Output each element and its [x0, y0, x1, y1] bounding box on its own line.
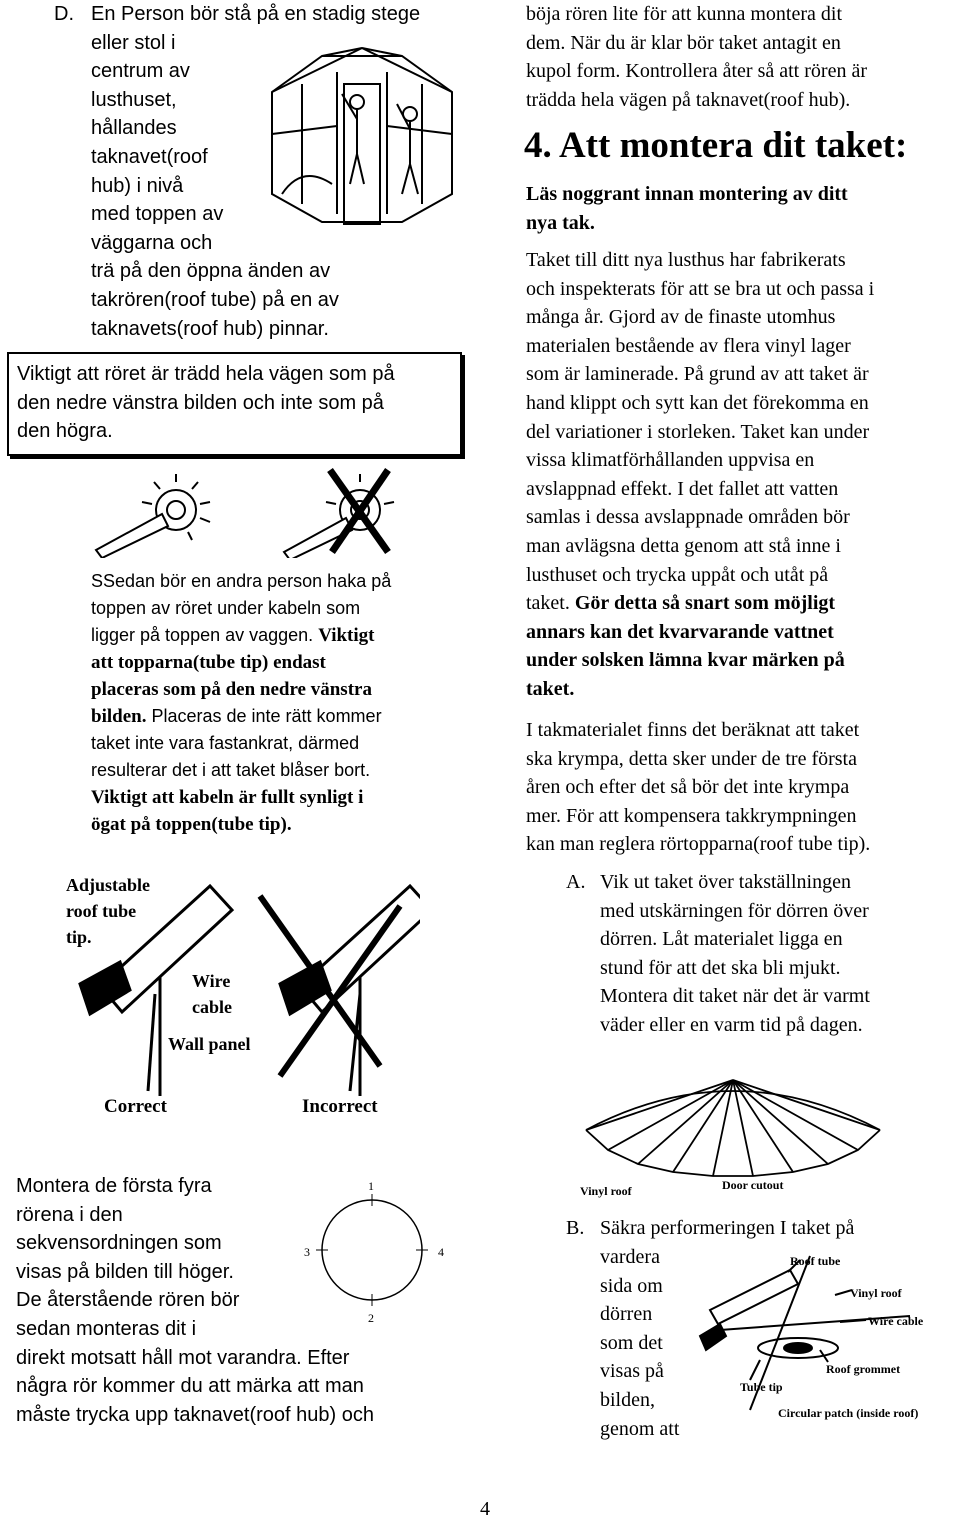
- note-line: Viktigt att röret är trädd hela vägen som på: [17, 363, 395, 385]
- text-line: taket inte vara fastankrat, därmed: [91, 733, 360, 753]
- text-line: genom att: [600, 1417, 680, 1440]
- text-line: mer. För att kompensera takkrympningen: [526, 804, 857, 827]
- text-line: ska krympa, detta sker under de tre första: [526, 747, 857, 770]
- text-line: Montera de första fyra: [16, 1175, 212, 1197]
- sub-line: nya tak.: [526, 211, 595, 234]
- text-line: De återstående rören bör: [16, 1289, 240, 1312]
- bold-line: taket.: [526, 677, 575, 700]
- text-line: sedan monteras dit i: [16, 1317, 197, 1340]
- page-number: 4: [480, 1498, 490, 1520]
- section-heading: 4. Att montera dit taket:: [524, 125, 908, 166]
- bold-span: Viktigt: [318, 625, 375, 646]
- seq-num-2: 2: [368, 1311, 374, 1325]
- right-top-text: [526, 0, 867, 114]
- text-line: lusthuset och trycka uppåt och utåt på: [526, 563, 829, 586]
- important-note-box: [7, 352, 462, 456]
- text-line: samlas i dessa avslappnade områden bör: [526, 506, 850, 529]
- label-vinyl-roof: Vinyl roof: [580, 1184, 632, 1198]
- text-line: visas på: [600, 1360, 664, 1383]
- step-b-marker: B.: [566, 1217, 585, 1239]
- label-wire-cable-2: Wire cable: [868, 1314, 924, 1328]
- text-line: visas på bilden till höger.: [16, 1260, 234, 1283]
- bold-line: under solsken lämna kvar märken på: [526, 649, 845, 672]
- label-line: Wire: [192, 971, 231, 991]
- label-wall-panel: Wall panel: [168, 1034, 251, 1054]
- text-line: böja rören lite för att kunna montera dit: [526, 3, 843, 25]
- label-adjustable: [66, 872, 150, 950]
- step-d-line: taknavet(roof: [91, 145, 208, 168]
- text-line: sekvensordningen som: [16, 1232, 222, 1255]
- label-wire-cable: [192, 968, 232, 1020]
- text-line: några rör kommer du att märka att man: [16, 1375, 364, 1398]
- text-line: kupol form. Kontrollera åter så att rören är: [526, 60, 867, 83]
- text-line: man avlägsna detta genom att stå inne i: [526, 534, 841, 557]
- text-line: och inspekterats för att se bra ut och passa i: [526, 277, 875, 300]
- text-line: materialen bestående av flera vinyl lager: [526, 334, 851, 357]
- label-line: cable: [192, 997, 232, 1017]
- text-line: resulterar det i att taket blåser bort.: [91, 760, 371, 780]
- bold-line: att topparna(tube tip) endast: [91, 652, 326, 673]
- label-door-cutout: Door cutout: [722, 1178, 784, 1192]
- step-d-line: eller stol i: [91, 31, 176, 54]
- text-line: Taket till ditt nya lusthus har fabrikerats: [526, 249, 846, 271]
- step-d-line: trä på den öppna änden av: [91, 260, 331, 283]
- text-line: sida om: [600, 1274, 663, 1297]
- text-line: SSedan bör en andra person haka på: [91, 571, 392, 591]
- step-a-text: [600, 868, 870, 1040]
- text-line: kan man reglera rörtopparna(roof tube tip).: [526, 833, 871, 856]
- note-line: den nedre vänstra bilden och inte som på: [17, 391, 384, 414]
- step-d-line: En Person bör stå på en stadig stege: [91, 3, 421, 25]
- step-b-text: [600, 1243, 679, 1443]
- text-line: del variationer i storleken. Taket kan under: [526, 420, 870, 443]
- sub-line: Läs noggrant innan montering av ditt: [526, 183, 848, 205]
- bold-span: Gör detta så snart som möjligt: [574, 592, 836, 615]
- label-vinyl-roof-2: Vinyl roof: [850, 1286, 902, 1300]
- text-line: vardera: [600, 1246, 660, 1268]
- text-span: taket.: [526, 592, 575, 615]
- text-line: Vik ut taket över takställningen: [600, 871, 851, 893]
- text-line: som är laminerade. På grund av att taket är: [526, 363, 869, 386]
- step-b-first-line: Säkra performeringen I taket på: [600, 1217, 855, 1239]
- text-line: trädda hela vägen på taknavet(roof hub).: [526, 88, 851, 111]
- text-line: dem. När du är klar bör taket antagit en: [526, 31, 841, 54]
- step-d-line: hub) i nivå: [91, 174, 184, 197]
- step-d-line: väggarna och: [91, 231, 213, 254]
- seq-num-1: 1: [368, 1179, 374, 1193]
- text-line: med utskärningen för dörren över: [600, 899, 869, 922]
- bold-line: annars kan det kvarvarande vattnet: [526, 620, 834, 643]
- text-line: avslappnad effekt. I det fallet att vatten: [526, 477, 839, 500]
- text-span: Placeras de inte rätt kommer: [151, 706, 382, 726]
- gazebo-illustration: [262, 44, 462, 234]
- text-line: vissa klimatförhållanden uppvisa en: [526, 449, 815, 472]
- section-subheading: [526, 180, 848, 237]
- bold-line: Viktigt att kabeln är fullt synligt i: [91, 787, 364, 808]
- step-a-marker: A.: [566, 871, 586, 893]
- text-line: väder eller en varm tid på dagen.: [600, 1013, 863, 1036]
- text-line: [526, 589, 874, 618]
- step-d-marker: D.: [54, 3, 74, 25]
- text-line: rörena i den: [16, 1203, 123, 1226]
- step-d-line: med toppen av: [91, 203, 224, 226]
- roof-info-paragraph: [526, 246, 874, 704]
- seq-num-3: 3: [304, 1245, 310, 1259]
- label-correct: Correct: [104, 1096, 167, 1117]
- text-line: dörren: [600, 1303, 653, 1326]
- step-d-line: lusthuset,: [91, 88, 177, 111]
- label-line: Adjustable: [66, 875, 151, 895]
- second-person-text: [91, 568, 391, 838]
- step-d-line: taknavets(roof hub) pinnar.: [91, 317, 329, 340]
- text-line: toppen av röret under kabeln som: [91, 598, 361, 618]
- text-line: dörren. Låt materialet ligga en: [600, 928, 843, 951]
- bold-span: bilden.: [91, 706, 147, 727]
- step-d-line: takrören(roof tube) på en av: [91, 288, 339, 311]
- text-line: I takmaterialet finns det beräknat att taket: [526, 719, 860, 741]
- text-line: direkt motsatt håll mot varandra. Efter: [16, 1346, 350, 1369]
- bold-line: placeras som på den nedre vänstra: [91, 679, 372, 700]
- sequence-diagram: [296, 1178, 456, 1328]
- text-line: hand klippt och sytt kan det förekomma en: [526, 391, 869, 414]
- text-span: ligger på toppen av vaggen.: [91, 625, 314, 645]
- note-line: den högra.: [17, 420, 113, 443]
- grommet-figure: [680, 1250, 940, 1430]
- bold-line: ögat på toppen(tube tip).: [91, 814, 292, 835]
- label-roof-tube: Roof tube: [790, 1254, 841, 1268]
- text-line: bilden,: [600, 1388, 655, 1411]
- text-line: [91, 703, 391, 730]
- text-line: som det: [600, 1331, 663, 1354]
- text-line: åren och efter det så bör det inte krympa: [526, 776, 850, 799]
- text-line: stund för att det ska bli mjukt.: [600, 956, 841, 979]
- step-d-line: hållandes: [91, 117, 177, 140]
- step-d-line: centrum av: [91, 60, 190, 83]
- seq-num-4: 4: [438, 1245, 444, 1259]
- label-tube-tip: Tube tip: [740, 1380, 783, 1394]
- label-line: tip.: [66, 927, 92, 947]
- text-line: måste trycka upp taknavet(roof hub) och: [16, 1403, 374, 1426]
- text-line: [91, 622, 391, 649]
- text-line: Montera dit taket när det är varmt: [600, 985, 870, 1008]
- label-roof-grommet: Roof grommet: [826, 1362, 901, 1376]
- label-incorrect: Incorrect: [302, 1096, 378, 1117]
- label-circular-patch: Circular patch (inside roof): [778, 1406, 919, 1420]
- hub-pin-illustration: [88, 462, 428, 558]
- text-line: många år. Gjord av de finaste utomhus: [526, 306, 836, 329]
- shrink-paragraph: [526, 716, 870, 859]
- label-line: roof tube: [66, 901, 137, 921]
